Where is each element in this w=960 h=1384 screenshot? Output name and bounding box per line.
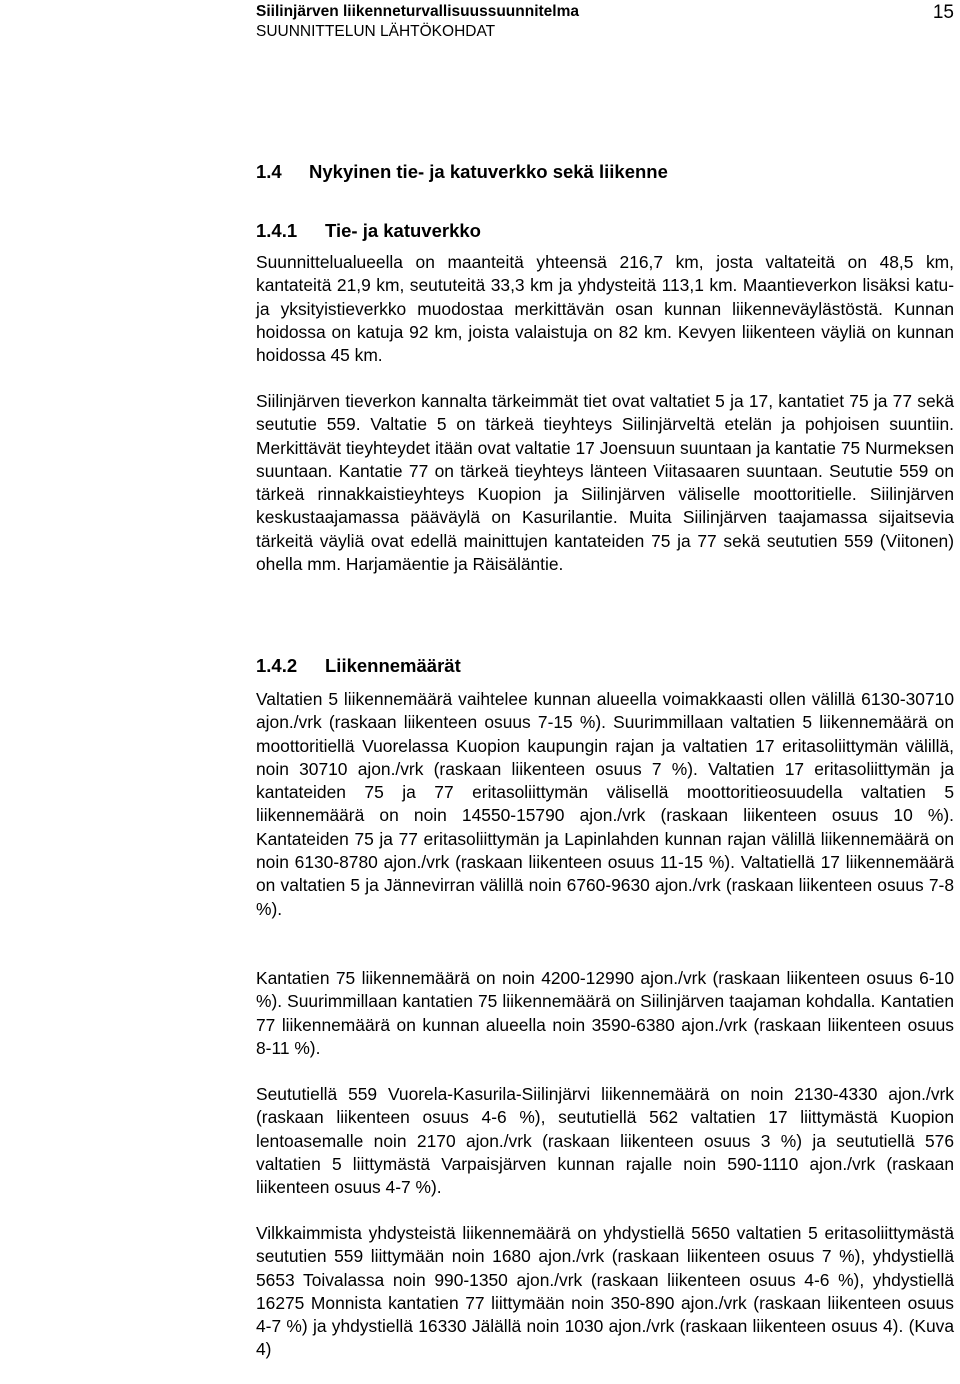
document-title: Siilinjärven liikenneturvallisuussuunnitelma	[256, 3, 580, 20]
page-header	[256, 2, 954, 42]
document-subtitle: SUUNNITTELUN LÄHTÖKOHDAT	[256, 23, 496, 40]
section-heading-1-4-2	[256, 654, 461, 678]
section-heading-1-4-1	[256, 219, 481, 243]
section-title: Tie- ja katuverkko	[325, 220, 481, 241]
section-number: 1.4	[256, 161, 282, 182]
paragraph-connecting-roads-traffic: Vilkkaimmista yhdysteistä liikennemäärä on yhdystiellä 5650 valtatien 5 eritasoliittymästä seututien 559 liittymään noin 1680 ajon./vrk (raskaan liikenteen osuus 7 %), yhdystiellä 5653 Toivalassa noin 990-1350 ajon./vrk (raskaan liikenteen osuus 4-6 %), yhdystiellä 16275 Monnista kantatien 77 liittymään noin 350-890 ajon./vrk (raskaan liikenteen osuus 4-7 %) ja yhdystiellä 16330 Jälällä noin 1030 ajon./vrk (raskaan liikenteen osuus 4). (Kuva 4)	[256, 1223, 954, 1360]
section-title: Nykyinen tie- ja katuverkko sekä liikenne	[309, 161, 668, 182]
paragraph-main-roads: Siilinjärven tieverkon kannalta tärkeimmät tiet ovat valtatiet 5 ja 17, kantatiet 75 ja 77 sekä seututie 559. Valtatie 5 on tärkeä tieyhteys Siilinjärveltä etelän ja pohjoisen suuntiin. Merkittävät tieyhteydet itään ovat valtatie 17 Joensuun suuntaan ja kantatie 75 Nurmeksen suuntaan. Kantatie 77 on tärkeä tieyhteys länteen Viitasaaren suuntaan. Seututie 559 on tärkeä rinnakkaistieyhteys Kuopion ja Siilinjärven väliselle moottoritielle. Siilinjärven keskustaajamassa pääväylä on Kasurilantie. Muita Siilinjärven taajamassa sijaitsevia tärkeitä väyliä ovat edellä mainittujen kantateiden 75 ja 77 sekä seututien 559 (Viitonen) ohella mm. Harjamäentie ja Räisäläntie.	[256, 391, 954, 575]
section-title: Liikennemäärät	[325, 655, 461, 676]
paragraph-highway-5-traffic: Valtatien 5 liikennemäärä vaihtelee kunnan alueella voimakkaasti ollen välillä 6130-30710 ajon./vrk (raskaan liikenteen osuus 7-15 %). Suurimmillaan valtatien 5 liikennemäärä on moottoritiellä Vuorelassa Kuopion kaupungin rajan ja valtatien 17 eritasoliittymän välillä, noin 30710 ajon./vrk (raskaan liikenteen osuus 7 %). Valtatien 17 eritasoliittymän ja kantateiden 75 ja 77 eritasoliittymän välisellä moottoritieosuudella valtatien 5 liikennemäärä on noin 14550-15790 ajon./vrk (raskaan liikenteen osuus 10 %). Kantateiden 75 ja 77 eritasoliittymän ja Lapinlahden kunnan rajan välillä liikennemäärä on noin 6130-8780 ajon./vrk (raskaan liikenteen osuus 11-15 %). Valtatiellä 17 liikennemäärä on valtatien 5 ja Jännevirran välillä noin 6760-9630 ajon./vrk (raskaan liikenteen osuus 7-8 %).	[256, 689, 954, 919]
section-number: 1.4.1	[256, 220, 298, 241]
page-number: 15	[932, 2, 954, 23]
paragraph-road-network: Suunnittelualueella on maanteitä yhteensä 216,7 km, josta valtateitä on 48,5 km, kantateitä 21,9 km, seututeitä 33,3 km ja yhdysteitä 113,1 km. Maantieverkon lisäksi katu- ja yksityistieverkko muodostaa merkittävän osan kunnan liikenneväylästöstä. Kunnan hoidossa on katuja 92 km, joista valaistuja on 82 km. Kevyen liikenteen väyliä on kunnan hoidossa 45 km.	[256, 252, 954, 366]
section-number: 1.4.2	[256, 655, 298, 676]
paragraph-regional-roads-traffic: Seututiellä 559 Vuorela-Kasurila-Siilinjärvi liikennemäärä on noin 2130-4330 ajon./vrk (raskaan liikenteen osuus 4-6 %), seututiellä 562 valtatien 17 liittymästä Kuopion lentoasemalle noin 2170 ajon./vrk (raskaan liikenteen osuus 3 %) ja seututiellä 576 valtatien 5 liittymästä Varpaisjärven kunnan rajalle noin 590-1110 ajon./vrk (raskaan liikenteen osuus 4-7 %).	[256, 1084, 954, 1198]
section-heading-1-4	[256, 160, 668, 184]
paragraph-main-roads-traffic: Kantatien 75 liikennemäärä on noin 4200-12990 ajon./vrk (raskaan liikenteen osuus 6-10 %). Suurimmillaan kantatien 75 liikennemäärä on Siilinjärven taajaman kohdalla. Kantatien 77 liikennemäärä on kunnan alueella noin 3590-6380 ajon./vrk (raskaan liikenteen osuus 8-11 %).	[256, 968, 954, 1058]
